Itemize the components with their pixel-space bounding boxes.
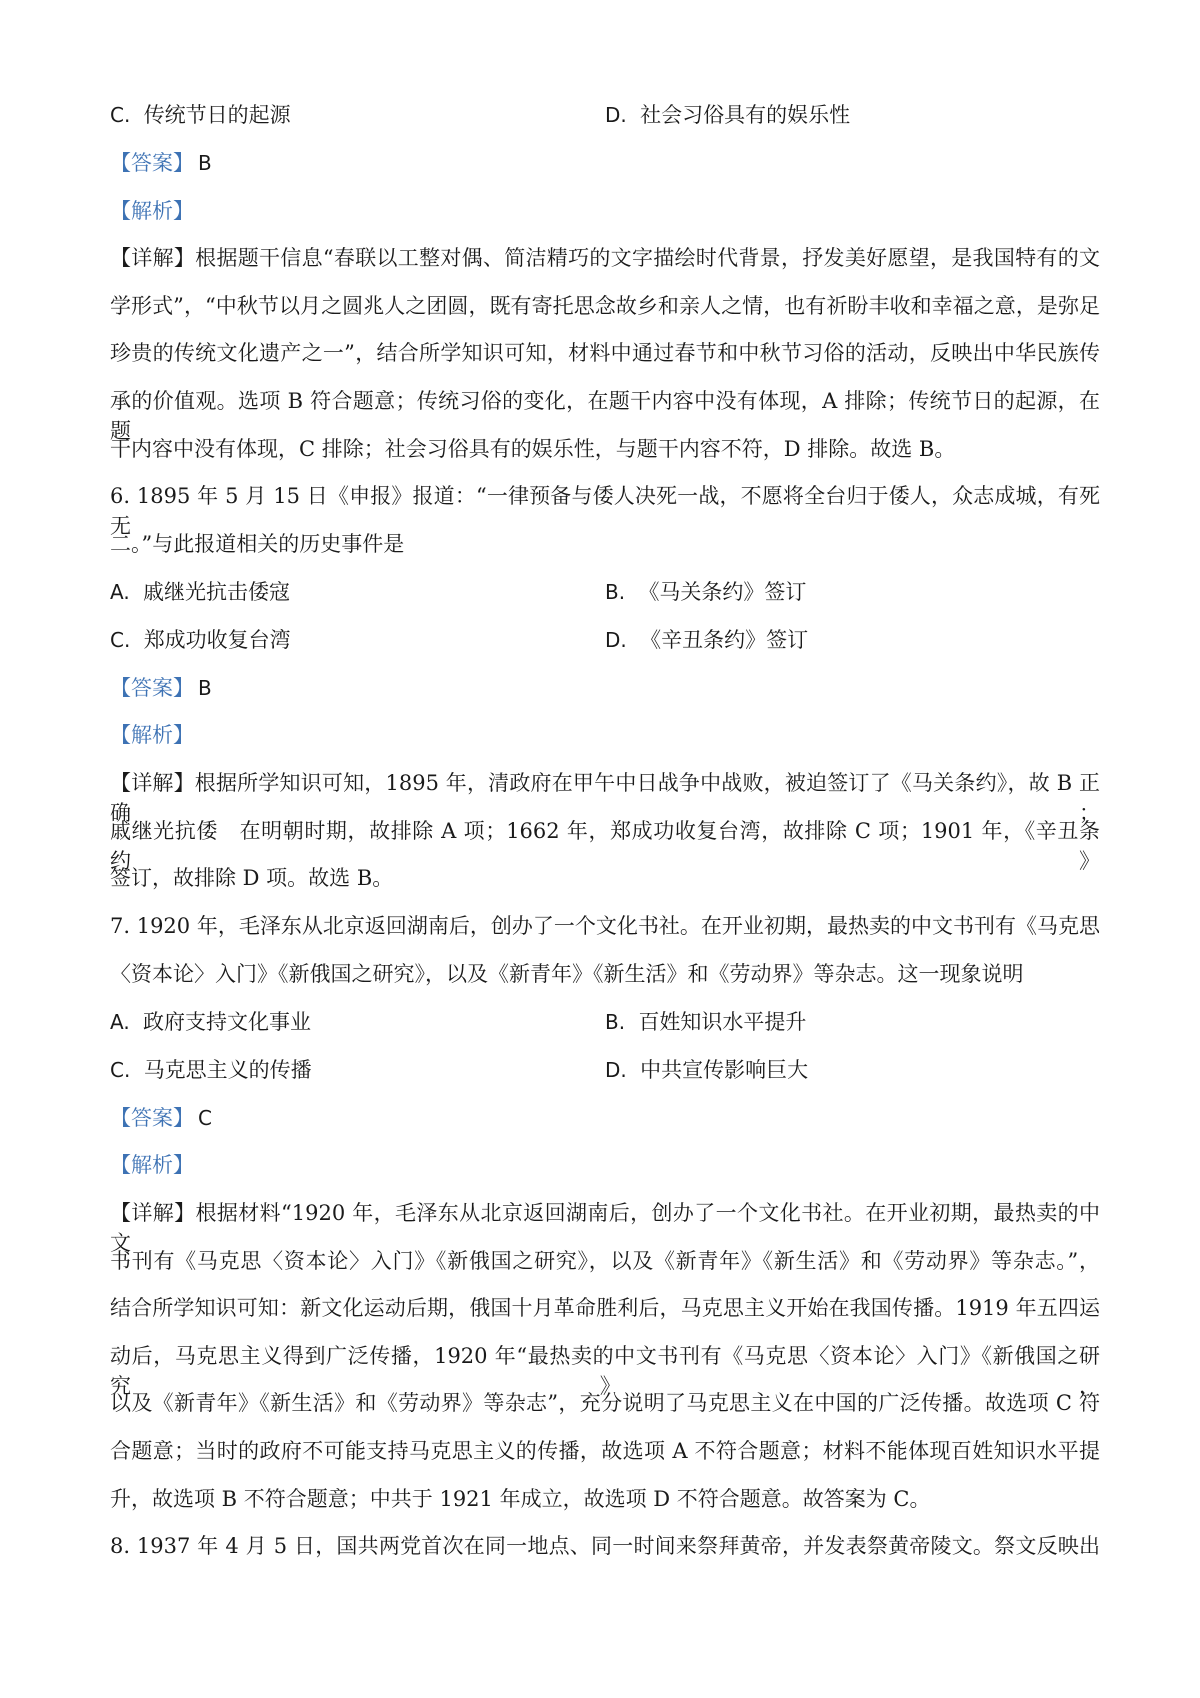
- option-text: 社会习俗具有的娱乐性: [640, 103, 851, 127]
- q6-stem-line: 6. 1895 年 5 月 15 日《申报》报道：“一律预备与倭人决死一战，不愿将全台归于倭人，众志成城，有死无: [110, 484, 1100, 538]
- q7-option-d: [605, 1055, 808, 1085]
- q7-detail-line: 结合所学知识可知：新文化运动后期，俄国十月革命胜利后，马克思主义开始在我国传播。1919 年五四运: [110, 1296, 1100, 1320]
- q6-option-b: [605, 577, 806, 607]
- option-letter: D.: [605, 628, 627, 652]
- q7-stem-line: 〈资本论〉入门》《新俄国之研究》，以及《新青年》《新生活》和《劳动界》等杂志。这一现象说明: [110, 962, 1024, 986]
- option-letter: A.: [110, 1010, 130, 1034]
- q7-option-a: [110, 1007, 311, 1037]
- q7-analysis-tag: 【解析】: [110, 1153, 194, 1177]
- option-letter: D.: [605, 103, 627, 127]
- q7-detail-line: 升，故选项 B 不符合题意；中共于 1921 年成立，故选项 D 不符合题意。故答案为 C。: [110, 1487, 931, 1511]
- option-text: 中共宣传影响巨大: [640, 1058, 809, 1082]
- q6-stem-line: 二。”与此报道相关的历史事件是: [110, 532, 405, 556]
- option-text: 传统节日的起源: [143, 103, 291, 127]
- q7-option-c: [110, 1055, 312, 1085]
- answer-value: B: [198, 151, 212, 175]
- option-text: 马克思主义的传播: [143, 1058, 312, 1082]
- option-letter: A.: [110, 580, 130, 604]
- q5-detail-line: 【详解】根据题干信息“春联以工整对偶、简洁精巧的文字描绘时代背景，抒发美好愿望，是我国特有的文: [110, 246, 1100, 270]
- q5-answer: [110, 148, 1100, 178]
- q5-analysis-tag: 【解析】: [110, 199, 194, 223]
- q6-option-c: [110, 625, 291, 655]
- q7-detail-line: 【详解】根据材料“1920 年，毛泽东从北京返回湖南后，创办了一个文化书社。在开业初期，最热卖的中文: [110, 1201, 1100, 1255]
- option-text: 郑成功收复台湾: [143, 628, 291, 652]
- option-text: 《马关条约》签订: [638, 580, 807, 604]
- q5-detail-line: 学形式”，“中秋节以月之圆兆人之团圆，既有寄托思念故乡和亲人之情，也有祈盼丰收和幸福之意，是弥足: [110, 294, 1100, 318]
- q5-option-d: [605, 100, 850, 130]
- q7-stem-line: 7. 1920 年，毛泽东从北京返回湖南后，创办了一个文化书社。在开业初期，最热卖的中文书刊有《马克思: [110, 914, 1100, 938]
- option-text: 百姓知识水平提升: [638, 1010, 807, 1034]
- q5-detail-line: 干内容中没有体现，C 排除；社会习俗具有的娱乐性，与题干内容不符，D 排除。故选 B。: [110, 437, 956, 461]
- q7-detail-line: 以及《新青年》《新生活》和《劳动界》等杂志”，充分说明了马克思主义在中国的广泛传播。故选项 C 符: [110, 1391, 1100, 1415]
- q6-option-a: [110, 577, 290, 607]
- q6-detail-line: 戚继光抗倭 在明朝时期，故排除 A 项；1662 年，郑成功收复台湾，故排除 C 项；1901 年，《辛丑条约》: [110, 819, 1100, 873]
- option-letter: C.: [110, 1058, 131, 1082]
- q6-option-d: [605, 625, 808, 655]
- q5-option-c: [110, 100, 291, 130]
- q8-stem-line: 8. 1937 年 4 月 5 日，国共两党首次在同一地点、同一时间来祭拜黄帝，并发表祭黄帝陵文。祭文反映出: [110, 1534, 1100, 1558]
- option-letter: C.: [110, 103, 131, 127]
- q7-answer: [110, 1103, 1100, 1133]
- q6-detail-line: 【详解】根据所学知识可知，1895 年，清政府在甲午中日战争中战败，被迫签订了《马关条约》，故 B 正确；: [110, 771, 1100, 825]
- q6-answer: [110, 673, 1100, 703]
- option-letter: B.: [605, 1010, 626, 1034]
- q5-detail-line: 珍贵的传统文化遗产之一”，结合所学知识可知，材料中通过春节和中秋节习俗的活动，反映出中华民族传: [110, 341, 1100, 365]
- q7-option-b: [605, 1007, 806, 1037]
- answer-value: C: [198, 1106, 212, 1130]
- answer-tag: 【答案】: [110, 676, 194, 700]
- option-text: 《辛丑条约》签订: [640, 628, 809, 652]
- answer-value: B: [198, 676, 212, 700]
- answer-tag: 【答案】: [110, 151, 194, 175]
- option-letter: C.: [110, 628, 131, 652]
- q7-detail-line: 书刊有《马克思〈资本论〉入门》《新俄国之研究》，以及《新青年》《新生活》和《劳动界》等杂志。”，: [110, 1249, 1100, 1273]
- q7-detail-line: 合题意；当时的政府不可能支持马克思主义的传播，故选项 A 不符合题意；材料不能体现百姓知识水平提: [110, 1439, 1100, 1463]
- q6-analysis-tag: 【解析】: [110, 723, 194, 747]
- option-text: 政府支持文化事业: [143, 1010, 312, 1034]
- option-letter: D.: [605, 1058, 627, 1082]
- q7-detail-line: 动后，马克思主义得到广泛传播，1920 年“最热卖的中文书刊有《马克思〈资本论〉入门》《新俄国之研究》，: [110, 1344, 1100, 1398]
- q5-detail-line: 承的价值观。选项 B 符合题意；传统习俗的变化，在题干内容中没有体现，A 排除；传统节日的起源，在题: [110, 389, 1100, 443]
- answer-tag: 【答案】: [110, 1106, 194, 1130]
- option-letter: B.: [605, 580, 626, 604]
- q6-detail-line: 签订，故排除 D 项。故选 B。: [110, 866, 394, 890]
- option-text: 戚继光抗击倭寇: [143, 580, 291, 604]
